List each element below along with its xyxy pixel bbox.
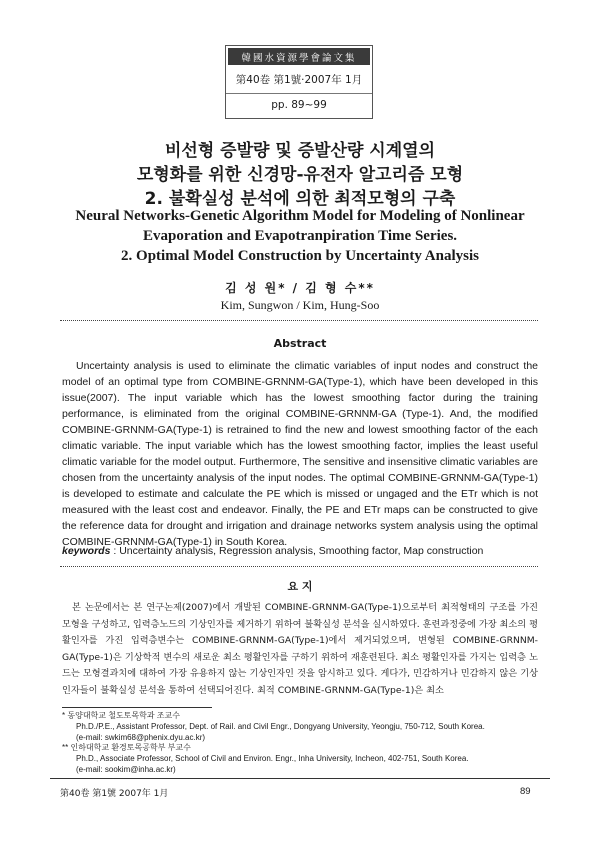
title-ko-line-1: 비선형 증발량 및 증발산량 시계열의 xyxy=(164,141,435,161)
footnote-2-affiliation-ko xyxy=(62,743,538,754)
page-number: 89 xyxy=(520,786,531,797)
footnote-1-line-2: Ph.D./P.E., Assistant Professor, Dept. of Rail. and Civil Engr., Dongyang University, Yeongju, 750-712, South Korea. xyxy=(76,721,485,731)
journal-name: 韓國水資源學會論文集 xyxy=(228,48,370,65)
authors-ko: 김 성 원* / 김 형 수** xyxy=(225,281,375,295)
keywords-label: keywords xyxy=(62,545,111,557)
footnote-2-line-2: Ph.D., Associate Professor, School of Civil and Environ. Engr., Inha University, Incheon, 402-751, South Korea. xyxy=(76,754,469,764)
abstract-heading: Abstract xyxy=(273,337,327,350)
title-en-line-1: Neural Networks-Genetic Algorithm Model for Modeling of Nonlinear xyxy=(75,208,525,224)
footnote-2-line-1: 인하대학교 환경토목공학부 부교수 xyxy=(70,743,191,753)
footnote-1-affiliation-ko xyxy=(62,711,538,722)
abstract-text: Uncertainty analysis is used to eliminate the climatic variables of input nodes and construct the model of an optimal type from COMBINE-GRNNM-GA(Type-1), which have been developed in this issue(2007). The input variable which has the lowest smoothing factor during the training performance, is eliminated from the original COMBINE-GRNNM-GA (Type-1). And, the modified COMBINE-GRNNM-GA(Type-1) is retrained to find the new and lowest smoothing factor of the each climatic variable. The input variable which has the lowest smoothing factor, implies the least useful climatic variable for the model output. Furthermore, The sensitive and insensitive climatic variables are chosen from the uncertainty analysis of the input nodes. The optimal COMBINE-GRNNM-GA(Type-1) is developed to estimate and calculate the PE which is missed or ungaged and the ETr which is not measured with the least cost and endeavor. Finally, the PE and ETr maps can be constructed to give the reference data for drought and irrigation and drainage networks system analysis using the optimal COMBINE-GRNNM-GA(Type-1) in South Korea. xyxy=(62,360,538,548)
footnote-1-mark: * xyxy=(62,711,66,720)
title-ko-line-2: 모형화를 위한 신경망-유전자 알고리즘 모형 xyxy=(136,165,464,185)
divider-top xyxy=(60,320,538,321)
authors-en: Kim, Sungwon / Kim, Hung-Soo xyxy=(220,298,380,312)
footnotes xyxy=(62,711,538,776)
keywords-text: : Uncertainty analysis, Regression analysis, Smoothing factor, Map construction xyxy=(113,545,484,557)
journal-header-box xyxy=(225,45,373,119)
journal-pages: pp. 89~99 xyxy=(226,93,372,116)
footnote-1-line-3: (e-mail: swkim68@phenix.dyu.ac.kr) xyxy=(76,732,206,742)
keywords xyxy=(62,545,538,557)
journal-volume: 第40卷 第1號·2007年 1月 xyxy=(235,73,363,86)
abstract-body xyxy=(62,358,538,550)
footnote-1-line-1: 동양대학교 철도토목학과 조교수 xyxy=(67,711,180,720)
divider-middle xyxy=(60,566,538,567)
footer-issue: 第40卷 第1號 2007年 1月 xyxy=(60,789,169,799)
title-en-line-2: Evaporation and Evapotranpiration Time Series. xyxy=(142,228,458,244)
footnote-2-mark: ** xyxy=(62,743,69,753)
footnote-2-line-3: (e-mail: sookim@inha.ac.kr) xyxy=(76,764,176,774)
title-ko-line-3: 2. 불확실성 분석에 의한 최적모형의 구축 xyxy=(144,189,456,209)
title-en-line-3: 2. Optimal Model Construction by Uncertainty Analysis xyxy=(121,248,479,264)
summary-text: 본 논문에서는 본 연구논제(2007)에서 개발된 COMBINE-GRNNM-GA(Type-1)으로부터 최적형태의 구조를 가진 모형을 구성하고, 입력층노드의 기상인자를 제거하기 위하여 불확실성 분석을 실시하였다. 훈련과정중에 가장 최소의 평활인자를 가진 입력층변수는 COMBINE-GRNNM-GA(Type-1)에서 제거되었으며, 변형된 COMBINE-GRNNM-GA(Type-1)은 기상학적 변수의 새로운 최소 평활인자를 구하기 위하여 재훈련된다. 최소 평활인자를 가지는 입력층 노드는 모형결과치에 대하여 가장 유용하지 않는 기상인자인 것을 암시하고 있다. 게다가, 민감하거나 민감하지 않은 기상인자들이 불확실성 분석을 통하여 선택되어진다. 최적 COMBINE-GRNNM-GA(Type-1)은 최소 xyxy=(62,602,538,696)
footnote-rule xyxy=(62,707,212,708)
summary-heading: 요 지 xyxy=(287,580,313,593)
footer-rule xyxy=(50,778,550,779)
summary-body xyxy=(62,600,538,699)
